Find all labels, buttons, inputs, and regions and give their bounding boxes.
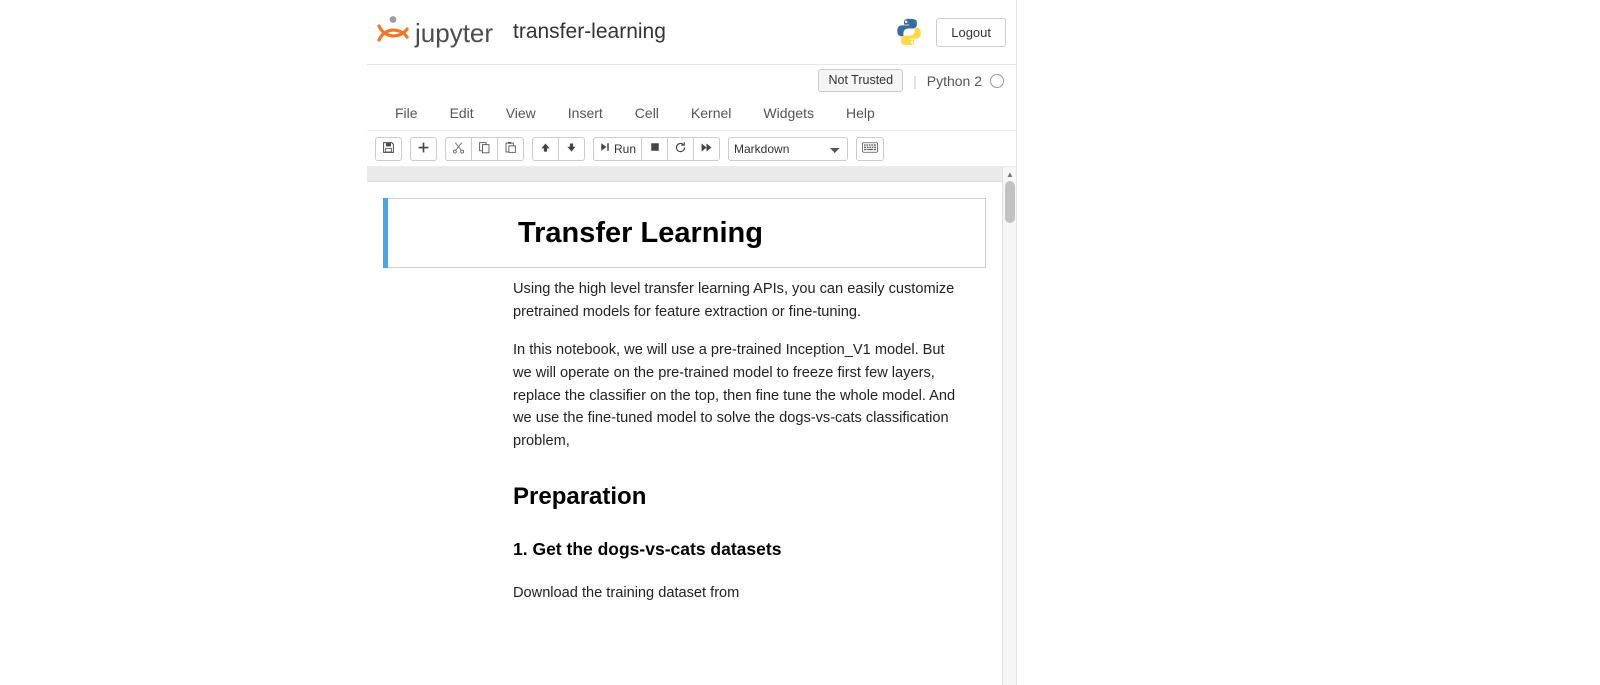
menubar — [367, 96, 1016, 130]
paragraph: In this notebook, we will use a pre-trained Inception_V1 model. But we will operate on the pre-trained model to freeze first few layers, replace the classifier on the top, then fine tune the whole model. And we use the fine-tuned model to solve the dogs-vs-cats classification problem, — [513, 342, 956, 449]
vertical-scrollbar[interactable] — [1002, 167, 1016, 685]
trust-status-badge[interactable]: Not Trusted — [818, 69, 903, 92]
copy-icon — [478, 141, 491, 157]
logout-button[interactable]: Logout — [936, 18, 1006, 47]
restart-and-run-all-button[interactable] — [693, 137, 720, 161]
floppy-disk-icon — [382, 141, 395, 157]
toolbar-group-palette — [856, 137, 884, 161]
arrow-up-icon — [539, 141, 552, 157]
move-cell-up-button[interactable] — [532, 137, 559, 161]
kernel-idle-circle-icon — [990, 74, 1004, 88]
copy-button[interactable] — [471, 137, 498, 161]
cell-type-select[interactable] — [728, 137, 848, 161]
page-title: Transfer Learning — [518, 217, 763, 249]
scissors-icon — [452, 141, 465, 157]
subsection-heading-datasets: 1. Get the dogs-vs-cats datasets — [513, 538, 782, 559]
cell-inner[interactable] — [388, 198, 986, 268]
menu-cell[interactable]: Cell — [634, 105, 659, 121]
toolbar-group-add — [410, 137, 437, 161]
restart-circle-icon — [674, 141, 687, 157]
scrollbar-thumb[interactable] — [1005, 181, 1015, 223]
notebook-header — [367, 0, 1016, 64]
scroll-up-arrow-icon[interactable]: ▲ — [1006, 169, 1014, 179]
run-icon — [599, 141, 611, 156]
jupyter-logo[interactable] — [375, 12, 497, 52]
move-cell-down-button[interactable] — [558, 137, 585, 161]
toolbar-group-move — [532, 137, 585, 161]
kernel-status-bar — [367, 65, 1016, 96]
notebook-name[interactable]: transfer-learning — [513, 20, 666, 43]
markdown-cell-intro[interactable] — [383, 278, 986, 604]
toolbar — [367, 130, 1016, 167]
menu-edit[interactable]: Edit — [449, 105, 474, 121]
toolbar-group-run — [593, 137, 720, 161]
fast-forward-icon — [700, 141, 713, 157]
jupyter-notebook-app — [367, 0, 1017, 685]
command-palette-button[interactable] — [856, 137, 884, 161]
interrupt-kernel-button[interactable] — [641, 137, 668, 161]
toolbar-group-save — [375, 137, 402, 161]
cell-rendered-markdown — [383, 278, 986, 604]
notebook-top-strip — [367, 167, 1016, 182]
keyboard-icon — [862, 142, 878, 156]
menu-region — [367, 64, 1016, 130]
plus-icon — [417, 141, 430, 157]
clipboard-paste-icon — [504, 141, 517, 157]
cut-button[interactable] — [445, 137, 472, 161]
menu-view[interactable]: View — [505, 105, 536, 121]
run-button-label: Run — [614, 141, 637, 156]
run-button[interactable] — [593, 137, 642, 161]
notebook-scroll-region — [367, 167, 1016, 685]
stop-square-icon — [649, 141, 661, 156]
menu-widgets[interactable]: Widgets — [763, 105, 814, 121]
markdown-cell-title[interactable] — [383, 198, 986, 268]
add-cell-button[interactable] — [410, 137, 437, 161]
arrow-down-icon — [565, 141, 578, 157]
paste-button[interactable] — [497, 137, 524, 161]
kernel-separator: | — [913, 72, 917, 89]
menu-help[interactable]: Help — [845, 105, 875, 121]
kernel-name-label: Python 2 — [926, 72, 982, 89]
section-heading-preparation: Preparation — [513, 482, 647, 510]
svg-text:jupyter: jupyter — [415, 18, 494, 48]
menu-kernel[interactable]: Kernel — [690, 105, 732, 121]
paragraph: Using the high level transfer learning APIs, you can easily customize pretrained models for feature extraction or fine-tuning. — [513, 281, 955, 320]
menu-file[interactable]: File — [395, 105, 418, 121]
save-button[interactable] — [375, 137, 402, 161]
header-right-controls — [894, 17, 1006, 47]
menu-insert[interactable]: Insert — [567, 105, 603, 121]
cell-rendered-markdown — [388, 215, 985, 251]
python-logo-icon — [894, 17, 924, 47]
notebook-cells — [367, 182, 1016, 604]
toolbar-group-edit — [445, 137, 524, 161]
restart-kernel-button[interactable] — [667, 137, 694, 161]
paragraph: Download the training dataset from — [513, 584, 740, 601]
